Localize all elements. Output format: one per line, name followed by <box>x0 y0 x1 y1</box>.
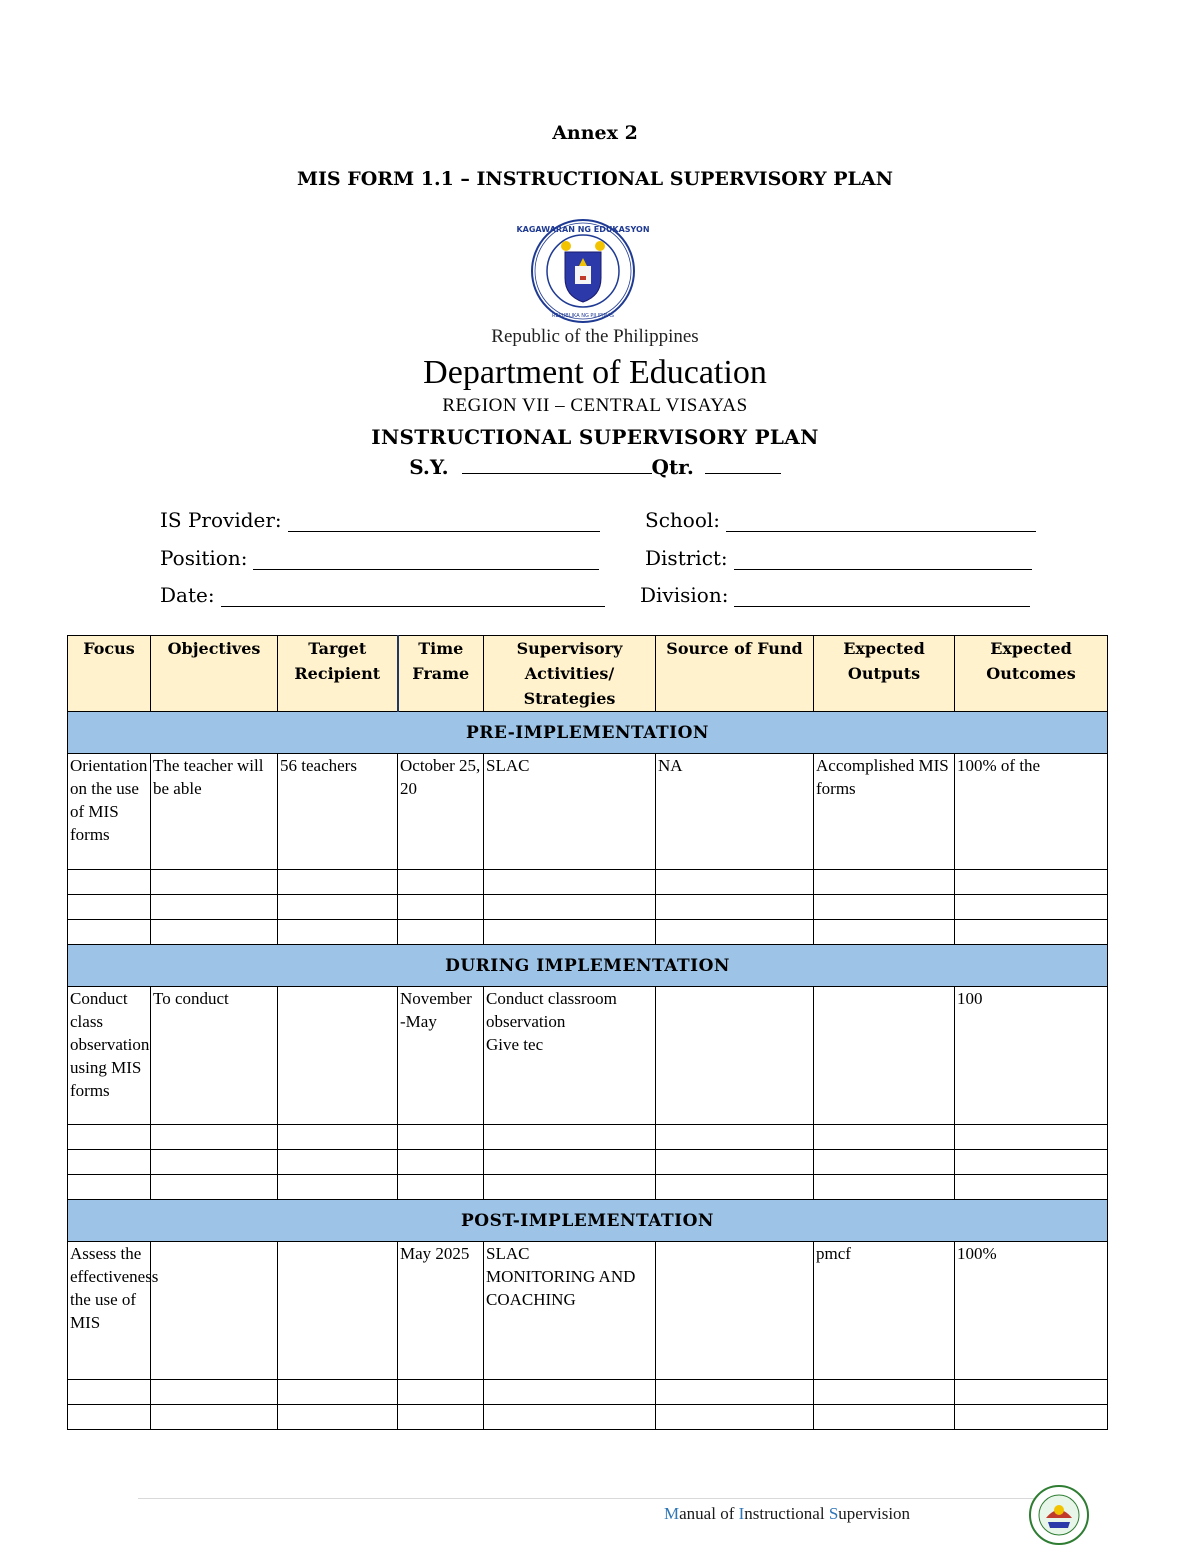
cell-source-of-fund[interactable]: NA <box>656 754 814 870</box>
is-provider-label: IS Provider: <box>160 508 282 532</box>
header-supervisory-activities: Supervisory Activities/ Strategies <box>484 636 656 712</box>
cell-expected-outputs[interactable]: Accomplished MIS forms <box>814 754 955 870</box>
supervisory-plan-table <box>67 635 1108 1430</box>
table-row <box>68 754 1108 870</box>
school-field <box>645 508 1036 532</box>
cell-activities[interactable]: SLAC MONITORING AND COACHING <box>484 1242 656 1380</box>
header-expected-outcomes: Expected Outcomes <box>955 636 1108 712</box>
division-blank[interactable] <box>734 586 1030 607</box>
seal-text-top: KAGAWARAN NG EDUKASYON <box>516 225 650 234</box>
date-field <box>160 583 605 607</box>
cell-expected-outcomes[interactable]: 100% <box>955 1242 1108 1380</box>
header-time-frame: Time Frame <box>398 636 484 712</box>
header-focus: Focus <box>68 636 151 712</box>
division-field <box>640 583 1030 607</box>
cell-time-frame[interactable]: May 2025 <box>398 1242 484 1380</box>
cell-objectives[interactable] <box>151 1242 278 1380</box>
school-year-line <box>0 455 1190 479</box>
footer-manual-title <box>664 1504 910 1524</box>
header-target-recipient: Target Recipient <box>278 636 398 712</box>
is-provider-field <box>160 508 600 532</box>
department-name: Department of Education <box>423 354 767 391</box>
table-row-empty <box>68 1125 1108 1150</box>
table-row <box>68 1242 1108 1380</box>
cell-target-recipient[interactable] <box>278 1242 398 1380</box>
cell-objectives[interactable]: To conduct <box>151 987 278 1125</box>
seal-text-bottom: REPUBLIKA NG PILIPINAS <box>552 313 614 319</box>
cell-objectives[interactable]: The teacher will be able <box>151 754 278 870</box>
cell-activities[interactable]: SLAC <box>484 754 656 870</box>
date-label: Date: <box>160 583 215 607</box>
cell-time-frame[interactable]: October 25, 20 <box>398 754 484 870</box>
school-blank[interactable] <box>726 511 1036 532</box>
qtr-label: Qtr. <box>651 455 694 479</box>
section-row-during-implementation <box>68 945 1108 987</box>
footer-divider <box>138 1498 1068 1499</box>
cell-focus[interactable]: Conduct class observation using MIS forms <box>68 987 151 1125</box>
region-label: REGION VII – CENTRAL VISAYAS <box>442 395 748 416</box>
header-expected-outputs: Expected Outputs <box>814 636 955 712</box>
plan-title: INSTRUCTIONAL SUPERVISORY PLAN <box>371 425 819 449</box>
cell-focus[interactable]: Assess the effectiveness the use of MIS <box>68 1242 151 1380</box>
position-label: Position: <box>160 546 248 570</box>
cell-expected-outputs[interactable]: pmcf <box>814 1242 955 1380</box>
position-field <box>160 546 599 570</box>
school-label: School: <box>645 508 720 532</box>
table-row-empty <box>68 1380 1108 1405</box>
table-row-empty <box>68 1405 1108 1430</box>
qtr-blank[interactable] <box>705 455 781 474</box>
division-label: Division: <box>640 583 729 607</box>
cell-focus[interactable]: Orientation on the use of MIS forms <box>68 754 151 870</box>
date-blank[interactable] <box>221 586 605 607</box>
table-header-row <box>68 636 1108 712</box>
district-field <box>645 546 1032 570</box>
table-row-empty <box>68 870 1108 895</box>
cell-time-frame[interactable]: November -May <box>398 987 484 1125</box>
table-row-empty <box>68 1150 1108 1175</box>
footer-title-text: Manual of Instructional Supervision <box>664 1504 911 1523</box>
cell-activities[interactable]: Conduct classroom observation Give tec <box>484 987 656 1125</box>
cell-expected-outcomes[interactable]: 100% of the <box>955 754 1108 870</box>
division-logo-icon <box>1028 1484 1090 1546</box>
table-row-empty <box>68 895 1108 920</box>
cell-source-of-fund[interactable] <box>656 987 814 1125</box>
header-source-of-fund: Source of Fund <box>656 636 814 712</box>
cell-expected-outputs[interactable] <box>814 987 955 1125</box>
district-label: District: <box>645 546 728 570</box>
table-row-empty <box>68 1175 1108 1200</box>
sy-label: S.Y. <box>409 455 449 479</box>
table-row <box>68 987 1108 1125</box>
position-blank[interactable] <box>253 549 599 570</box>
header-objectives: Objectives <box>151 636 278 712</box>
annex-label: Annex 2 <box>552 122 638 144</box>
section-row-post-implementation <box>68 1200 1108 1242</box>
section-title: POST-IMPLEMENTATION <box>68 1200 1108 1242</box>
section-title: PRE-IMPLEMENTATION <box>68 712 1108 754</box>
cell-target-recipient[interactable]: 56 teachers <box>278 754 398 870</box>
district-blank[interactable] <box>734 549 1032 570</box>
table-row-empty <box>68 920 1108 945</box>
cell-source-of-fund[interactable] <box>656 1242 814 1380</box>
cell-expected-outcomes[interactable]: 100 <box>955 987 1108 1125</box>
cell-target-recipient[interactable] <box>278 987 398 1125</box>
section-row-pre-implementation <box>68 712 1108 754</box>
sy-blank[interactable] <box>462 455 652 474</box>
deped-seal-icon <box>516 218 650 324</box>
section-title: DURING IMPLEMENTATION <box>68 945 1108 987</box>
republic-label: Republic of the Philippines <box>491 326 699 347</box>
form-title: MIS FORM 1.1 – INSTRUCTIONAL SUPERVISORY PLAN <box>297 168 893 190</box>
is-provider-blank[interactable] <box>288 511 600 532</box>
